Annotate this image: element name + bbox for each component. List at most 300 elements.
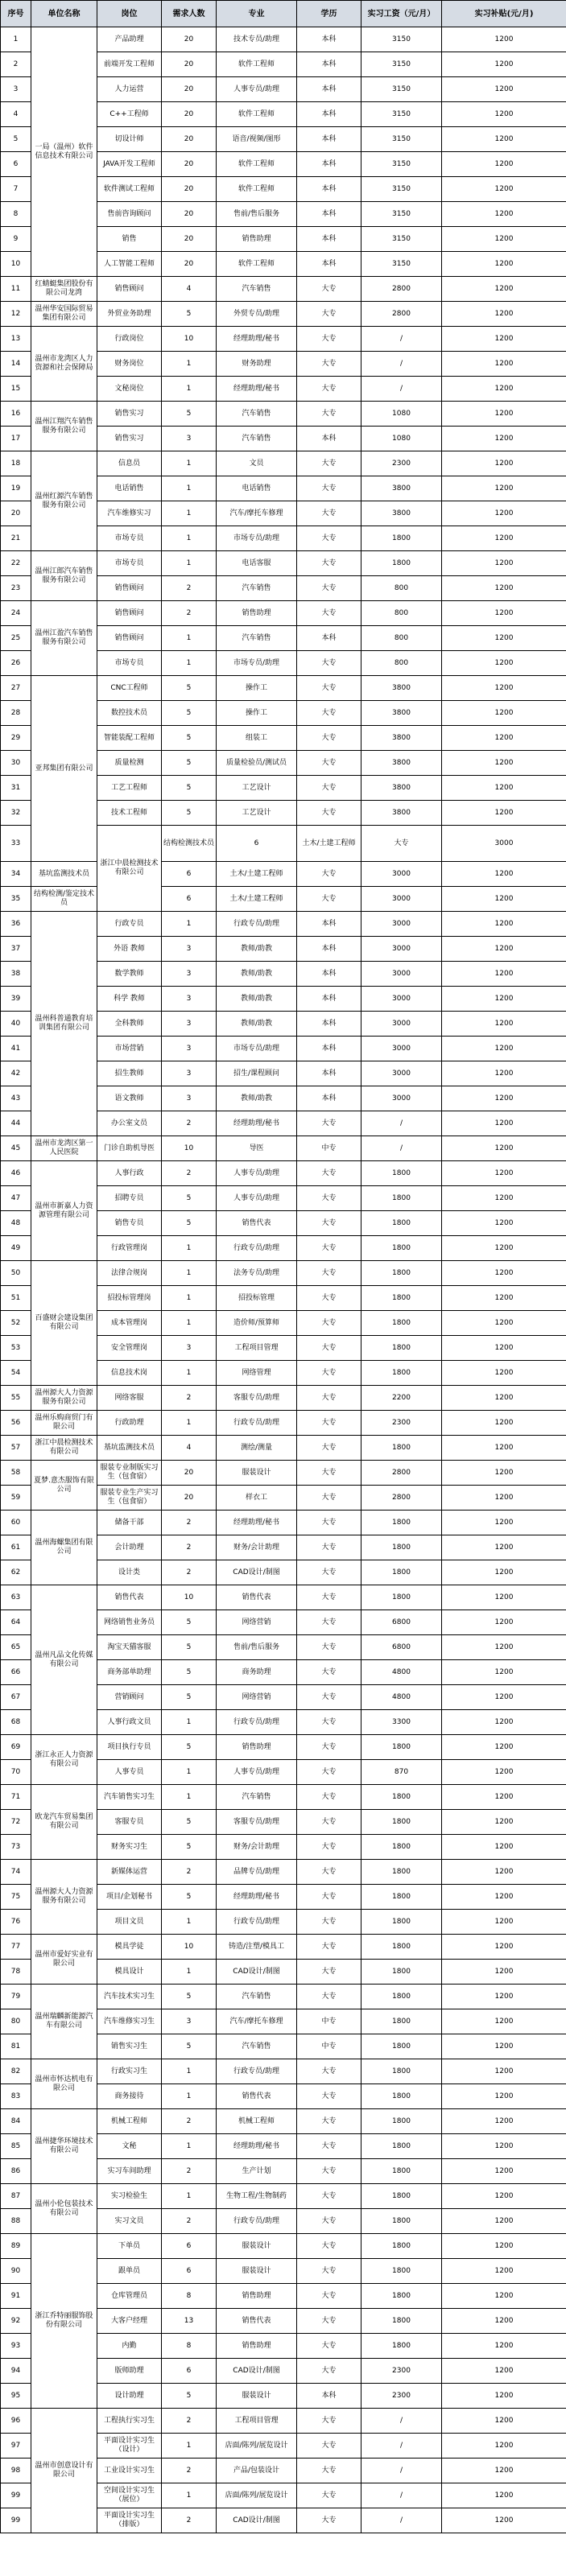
cell-major: 人事专员/助理 bbox=[217, 1760, 297, 1785]
cell-position: 销售顾问 bbox=[97, 277, 162, 302]
cell-no: 50 bbox=[1, 1261, 31, 1286]
cell-count: 5 bbox=[162, 2034, 217, 2059]
cell-subsidy: 1200 bbox=[442, 1985, 566, 2009]
cell-position: 办公室文员 bbox=[97, 1111, 162, 1136]
cell-position: 销售实习生 bbox=[97, 2034, 162, 2059]
cell-education: 大专 bbox=[297, 1885, 361, 1910]
cell-major: 经理助理/秘书 bbox=[217, 327, 297, 352]
header-subsidy: 实习补贴(元/月) bbox=[442, 1, 566, 27]
cell-major: 客服专员/助理 bbox=[217, 1810, 297, 1835]
header-company: 单位名称 bbox=[31, 1, 97, 27]
cell-subsidy: 1200 bbox=[442, 2009, 566, 2034]
cell-subsidy: 1200 bbox=[442, 1535, 566, 1560]
cell-subsidy: 1200 bbox=[442, 352, 566, 377]
cell-subsidy: 1200 bbox=[442, 227, 566, 252]
cell-wage: 1800 bbox=[361, 1935, 442, 1960]
cell-education: 大专 bbox=[297, 1486, 361, 1511]
cell-no: 92 bbox=[1, 2309, 31, 2334]
cell-wage: 3150 bbox=[361, 227, 442, 252]
cell-education: 大专 bbox=[297, 1610, 361, 1635]
table-row bbox=[1, 1785, 566, 1810]
cell-no: 17 bbox=[1, 427, 31, 451]
cell-company: 温州捷华环境技术有限公司 bbox=[31, 2109, 97, 2184]
cell-no: 70 bbox=[1, 1760, 31, 1785]
cell-no: 91 bbox=[1, 2284, 31, 2309]
cell-wage: 1800 bbox=[361, 1910, 442, 1935]
cell-major: 品牌专员/助理 bbox=[217, 1860, 297, 1885]
cell-no: 30 bbox=[1, 751, 31, 776]
cell-major: 销售代表 bbox=[217, 1211, 297, 1236]
cell-education: 本科 bbox=[297, 912, 361, 937]
cell-position: 网络客服 bbox=[97, 1386, 162, 1411]
cell-education: 大专 bbox=[297, 1535, 361, 1560]
cell-wage: 6800 bbox=[361, 1610, 442, 1635]
cell-wage: 1800 bbox=[361, 1336, 442, 1361]
cell-wage: 1800 bbox=[361, 2059, 442, 2084]
cell-no: 43 bbox=[1, 1086, 31, 1111]
cell-major: 工艺设计 bbox=[217, 801, 297, 826]
cell-subsidy: 1200 bbox=[442, 751, 566, 776]
cell-wage: 800 bbox=[361, 601, 442, 626]
cell-no: 52 bbox=[1, 1311, 31, 1336]
cell-no: 6 bbox=[1, 152, 31, 177]
cell-education: 大专 bbox=[297, 1785, 361, 1810]
cell-subsidy: 1200 bbox=[442, 937, 566, 962]
cell-education: 大专 bbox=[297, 1660, 361, 1685]
cell-count: 20 bbox=[162, 1461, 217, 1486]
cell-major: 销售代表 bbox=[217, 2309, 297, 2334]
cell-position: 质量检测 bbox=[97, 751, 162, 776]
cell-company: 亚邦集团有限公司 bbox=[31, 676, 97, 862]
cell-company: 浙江中晨检测技术有限公司 bbox=[31, 1436, 97, 1461]
cell-wage: 3150 bbox=[361, 202, 442, 227]
cell-major: 法务专员/助理 bbox=[217, 1261, 297, 1286]
cell-education: 本科 bbox=[297, 152, 361, 177]
cell-education: 本科 bbox=[297, 177, 361, 202]
cell-count: 1 bbox=[162, 1411, 217, 1436]
cell-major: 造价师/预算师 bbox=[217, 1311, 297, 1336]
cell-position: JAVA开发工程师 bbox=[97, 152, 162, 177]
cell-count: 3 bbox=[162, 1086, 217, 1111]
cell-major: 经理助理/秘书 bbox=[217, 1511, 297, 1535]
cell-major: 经理助理/秘书 bbox=[217, 2134, 297, 2159]
cell-position: 汽车维修实习 bbox=[97, 501, 162, 526]
cell-count: 5 bbox=[162, 1885, 217, 1910]
cell-education: 大专 bbox=[297, 526, 361, 551]
cell-position: 产品助理 bbox=[97, 27, 162, 52]
cell-subsidy: 1200 bbox=[442, 1885, 566, 1910]
cell-no: 89 bbox=[1, 2234, 31, 2259]
cell-major: 财务/会计助理 bbox=[217, 1835, 297, 1860]
cell-count: 20 bbox=[162, 52, 217, 77]
cell-wage: 4800 bbox=[361, 1660, 442, 1685]
cell-company: 浙江中晨检测技术有限公司 bbox=[97, 826, 162, 912]
cell-wage: 870 bbox=[361, 1760, 442, 1785]
cell-wage: 3000 bbox=[361, 1086, 442, 1111]
cell-no: 63 bbox=[1, 1585, 31, 1610]
cell-wage: 3800 bbox=[361, 501, 442, 526]
cell-subsidy: 1200 bbox=[442, 1386, 566, 1411]
cell-education: 大专 bbox=[297, 801, 361, 826]
cell-major: 行政专员/助理 bbox=[217, 1710, 297, 1735]
header-education: 学历 bbox=[297, 1, 361, 27]
cell-no: 27 bbox=[1, 676, 31, 701]
cell-count: 3 bbox=[162, 1061, 217, 1086]
cell-major: 汽车销售 bbox=[217, 402, 297, 427]
cell-major: 经理助理/秘书 bbox=[217, 377, 297, 402]
cell-education: 本科 bbox=[297, 252, 361, 277]
cell-count: 6 bbox=[162, 862, 217, 887]
cell-position: 人事行政 bbox=[97, 1161, 162, 1186]
cell-major: 工艺设计 bbox=[217, 776, 297, 801]
cell-count: 20 bbox=[162, 1486, 217, 1511]
cell-education: 大专 bbox=[297, 1311, 361, 1336]
cell-position: 行政岗位 bbox=[97, 327, 162, 352]
cell-major: 人事专员/助理 bbox=[217, 1186, 297, 1211]
cell-position: 销售实习 bbox=[97, 402, 162, 427]
cell-subsidy: 1200 bbox=[442, 626, 566, 651]
cell-no: 8 bbox=[1, 202, 31, 227]
cell-wage: 1800 bbox=[361, 1860, 442, 1885]
cell-count: 10 bbox=[162, 1935, 217, 1960]
cell-subsidy: 1200 bbox=[442, 651, 566, 676]
cell-wage: / bbox=[361, 2434, 442, 2459]
cell-education: 大专 bbox=[297, 1111, 361, 1136]
cell-wage: 1800 bbox=[361, 1835, 442, 1860]
cell-wage: 1800 bbox=[361, 526, 442, 551]
cell-no: 71 bbox=[1, 1785, 31, 1810]
cell-company: 一局（温州）软件信息技术有限公司 bbox=[31, 27, 97, 277]
cell-position: 法律合规岗 bbox=[97, 1261, 162, 1286]
cell-company: 温州市爱好实业有限公司 bbox=[31, 1935, 97, 1985]
cell-no: 74 bbox=[1, 1860, 31, 1885]
cell-subsidy: 1200 bbox=[442, 377, 566, 402]
cell-wage: 1800 bbox=[361, 1885, 442, 1910]
cell-count: 20 bbox=[162, 177, 217, 202]
cell-major: 经理助理/秘书 bbox=[217, 1885, 297, 1910]
cell-subsidy: 1200 bbox=[442, 2109, 566, 2134]
cell-subsidy: 1200 bbox=[442, 526, 566, 551]
cell-subsidy: 1200 bbox=[442, 1685, 566, 1710]
table-row bbox=[1, 1735, 566, 1760]
cell-count: 5 bbox=[162, 701, 217, 726]
cell-subsidy: 1200 bbox=[442, 1910, 566, 1935]
cell-count: 4 bbox=[162, 277, 217, 302]
table-row bbox=[1, 27, 566, 52]
table-row bbox=[1, 1511, 566, 1535]
cell-no: 16 bbox=[1, 402, 31, 427]
cell-major: 销售助理 bbox=[217, 2334, 297, 2359]
cell-count: 3 bbox=[162, 1012, 217, 1037]
cell-no: 93 bbox=[1, 2334, 31, 2359]
cell-position: 智能装配工程师 bbox=[97, 726, 162, 751]
cell-wage: 1800 bbox=[361, 1985, 442, 2009]
cell-company: 浙江乔特丽服饰股份有限公司 bbox=[31, 2234, 97, 2409]
table-row bbox=[1, 1386, 566, 1411]
table-row bbox=[1, 1935, 566, 1960]
cell-education: 大专 bbox=[297, 2409, 361, 2434]
cell-subsidy: 1200 bbox=[442, 77, 566, 102]
cell-no: 57 bbox=[1, 1436, 31, 1461]
cell-count: 2 bbox=[162, 1161, 217, 1186]
table-row bbox=[1, 402, 566, 427]
table-row bbox=[1, 1461, 566, 1486]
cell-count: 1 bbox=[162, 1760, 217, 1785]
cell-position: C++工程师 bbox=[97, 102, 162, 127]
cell-position: 基坑监测技术员 bbox=[97, 1436, 162, 1461]
cell-count: 1 bbox=[162, 2084, 217, 2109]
cell-major: 销售助理 bbox=[217, 1735, 297, 1760]
cell-wage: 3150 bbox=[361, 252, 442, 277]
cell-education: 本科 bbox=[297, 1012, 361, 1037]
cell-position: 仓库管理员 bbox=[97, 2284, 162, 2309]
cell-position: 商务接待 bbox=[97, 2084, 162, 2109]
cell-wage: 1800 bbox=[361, 2209, 442, 2234]
cell-position: 行政管理岗 bbox=[97, 1236, 162, 1261]
cell-position: 平面设计实习生（设计） bbox=[97, 2434, 162, 2459]
cell-position: 财务岗位 bbox=[97, 352, 162, 377]
cell-no: 40 bbox=[1, 1012, 31, 1037]
cell-education: 大专 bbox=[297, 751, 361, 776]
cell-wage: / bbox=[361, 1136, 442, 1161]
cell-education: 大专 bbox=[297, 2459, 361, 2483]
cell-count: 1 bbox=[162, 1236, 217, 1261]
cell-position: 实习文员 bbox=[97, 2209, 162, 2234]
cell-position: 行政专员 bbox=[97, 912, 162, 937]
cell-count: 5 bbox=[162, 1685, 217, 1710]
cell-count: 2 bbox=[162, 2109, 217, 2134]
cell-company: 温州源大人力资源服务有限公司 bbox=[31, 1386, 97, 1411]
cell-subsidy: 1200 bbox=[442, 2384, 566, 2409]
cell-no: 77 bbox=[1, 1935, 31, 1960]
table-row bbox=[1, 2109, 566, 2134]
cell-count: 3 bbox=[162, 2009, 217, 2034]
cell-position: 市场专员 bbox=[97, 551, 162, 576]
cell-position: 销售顾问 bbox=[97, 626, 162, 651]
cell-wage: 1800 bbox=[361, 2259, 442, 2284]
cell-company: 夏梦.意杰服饰有限公司 bbox=[31, 1461, 97, 1511]
cell-position: 空间设计实习生（展位） bbox=[97, 2483, 162, 2508]
cell-count: 6 bbox=[217, 826, 297, 862]
cell-company: 温州江郎汽车销售服务有限公司 bbox=[31, 551, 97, 601]
cell-wage: 1800 bbox=[361, 1211, 442, 1236]
cell-count: 1 bbox=[162, 2134, 217, 2159]
cell-no: 34 bbox=[1, 862, 31, 887]
cell-position: 成本管理岗 bbox=[97, 1311, 162, 1336]
cell-count: 5 bbox=[162, 1810, 217, 1835]
header-row bbox=[1, 1, 566, 27]
cell-education: 本科 bbox=[297, 1086, 361, 1111]
cell-count: 5 bbox=[162, 726, 217, 751]
cell-position: 数控技术员 bbox=[97, 701, 162, 726]
cell-count: 2 bbox=[162, 1386, 217, 1411]
cell-major: 销售助理 bbox=[217, 601, 297, 626]
cell-major: 工程项目管理 bbox=[217, 2409, 297, 2434]
cell-wage: / bbox=[361, 327, 442, 352]
cell-position: CNC工程师 bbox=[97, 676, 162, 701]
cell-education: 大专 bbox=[297, 277, 361, 302]
table-row bbox=[1, 676, 566, 701]
cell-count: 1 bbox=[162, 2483, 217, 2508]
cell-subsidy: 1200 bbox=[442, 302, 566, 327]
cell-major: 网络管理 bbox=[217, 1361, 297, 1386]
cell-education: 大专 bbox=[297, 1161, 361, 1186]
cell-no: 79 bbox=[1, 1985, 31, 2009]
cell-wage: 3150 bbox=[361, 102, 442, 127]
cell-major: 机械工程师 bbox=[217, 2109, 297, 2134]
cell-major: 软件工程师 bbox=[217, 177, 297, 202]
cell-count: 2 bbox=[162, 2459, 217, 2483]
cell-count: 3 bbox=[162, 962, 217, 987]
cell-subsidy: 1200 bbox=[442, 2259, 566, 2284]
cell-subsidy: 1200 bbox=[442, 701, 566, 726]
cell-major: 行政专员/助理 bbox=[217, 1910, 297, 1935]
cell-major: 客服专员/助理 bbox=[217, 1386, 297, 1411]
cell-wage: 3000 bbox=[361, 912, 442, 937]
cell-count: 3 bbox=[162, 1037, 217, 1061]
cell-no: 37 bbox=[1, 937, 31, 962]
cell-wage: 1800 bbox=[361, 1186, 442, 1211]
cell-no: 18 bbox=[1, 451, 31, 476]
cell-subsidy: 1200 bbox=[442, 676, 566, 701]
cell-position: 市场营销 bbox=[97, 1037, 162, 1061]
cell-major: 人事专员/助理 bbox=[217, 1161, 297, 1186]
cell-count: 2 bbox=[162, 601, 217, 626]
cell-education: 大专 bbox=[297, 476, 361, 501]
cell-subsidy: 1200 bbox=[442, 1860, 566, 1885]
cell-wage: 3800 bbox=[361, 751, 442, 776]
cell-position: 营销顾问 bbox=[97, 1685, 162, 1710]
cell-major: 汽车销售 bbox=[217, 626, 297, 651]
cell-education: 大专 bbox=[297, 1261, 361, 1286]
cell-wage: 1800 bbox=[361, 1810, 442, 1835]
cell-major: 电话销售 bbox=[217, 476, 297, 501]
cell-count: 2 bbox=[162, 1111, 217, 1136]
table-row bbox=[1, 327, 566, 352]
cell-major: 语音/视频/图形 bbox=[217, 127, 297, 152]
cell-subsidy: 1200 bbox=[442, 2334, 566, 2359]
cell-count: 1 bbox=[162, 626, 217, 651]
cell-position: 平面设计实习生（排版） bbox=[97, 2508, 162, 2533]
cell-position: 服装专业制版实习生（包食宿） bbox=[97, 1461, 162, 1486]
cell-subsidy: 1200 bbox=[442, 2234, 566, 2259]
cell-position: 门诊自助机导医 bbox=[97, 1136, 162, 1161]
cell-major: 招生/课程顾问 bbox=[217, 1061, 297, 1086]
cell-subsidy: 1200 bbox=[442, 801, 566, 826]
cell-subsidy: 1200 bbox=[442, 1660, 566, 1685]
cell-count: 5 bbox=[162, 1635, 217, 1660]
cell-subsidy: 1200 bbox=[442, 277, 566, 302]
cell-education: 本科 bbox=[297, 127, 361, 152]
cell-position: 网络销售业务员 bbox=[97, 1610, 162, 1635]
cell-position: 服装专业生产实习生（包食宿） bbox=[97, 1486, 162, 1511]
cell-no: 14 bbox=[1, 352, 31, 377]
cell-subsidy: 1200 bbox=[442, 862, 566, 887]
cell-education: 大专 bbox=[297, 2359, 361, 2384]
cell-no: 95 bbox=[1, 2384, 31, 2409]
cell-major: 教师/助教 bbox=[217, 962, 297, 987]
cell-subsidy: 1200 bbox=[442, 252, 566, 277]
cell-education: 本科 bbox=[297, 227, 361, 252]
cell-position: 信息员 bbox=[97, 451, 162, 476]
cell-count: 20 bbox=[162, 27, 217, 52]
cell-education: 大专 bbox=[297, 1585, 361, 1610]
cell-count: 3 bbox=[162, 937, 217, 962]
cell-education: 大专 bbox=[297, 2084, 361, 2109]
cell-wage: 3000 bbox=[361, 1037, 442, 1061]
cell-position: 版师助理 bbox=[97, 2359, 162, 2384]
cell-position: 售前咨询顾问 bbox=[97, 202, 162, 227]
cell-no: 47 bbox=[1, 1186, 31, 1211]
cell-major: 铸造/注塑/模具工 bbox=[217, 1935, 297, 1960]
cell-position: 文秘岗位 bbox=[97, 377, 162, 402]
cell-company: 温州红源汽车销售服务有限公司 bbox=[31, 451, 97, 551]
cell-subsidy: 1200 bbox=[442, 2409, 566, 2434]
cell-education: 大专 bbox=[297, 1361, 361, 1386]
cell-subsidy: 1200 bbox=[442, 551, 566, 576]
cell-position: 商务部单助理 bbox=[97, 1660, 162, 1685]
cell-count: 1 bbox=[162, 912, 217, 937]
cell-subsidy: 1200 bbox=[442, 2434, 566, 2459]
cell-no: 22 bbox=[1, 551, 31, 576]
cell-major: 汽车销售 bbox=[217, 277, 297, 302]
cell-no: 1 bbox=[1, 27, 31, 52]
cell-position: 实习检验生 bbox=[97, 2184, 162, 2209]
cell-education: 大专 bbox=[297, 2259, 361, 2284]
cell-position: 人工智能工程师 bbox=[97, 252, 162, 277]
cell-subsidy: 1200 bbox=[442, 2483, 566, 2508]
cell-company: 温州江盈汽车销售服务有限公司 bbox=[31, 601, 97, 676]
cell-wage: 1800 bbox=[361, 2234, 442, 2259]
cell-count: 5 bbox=[162, 402, 217, 427]
cell-no: 61 bbox=[1, 1535, 31, 1560]
cell-wage: 800 bbox=[361, 651, 442, 676]
header-count: 需求人数 bbox=[162, 1, 217, 27]
cell-no: 75 bbox=[1, 1885, 31, 1910]
cell-company: 温州乐购商贸门有限公司 bbox=[31, 1411, 97, 1436]
cell-education: 大专 bbox=[297, 1461, 361, 1486]
cell-no: 72 bbox=[1, 1810, 31, 1835]
cell-company: 温州科普通教育培训集团有限公司 bbox=[31, 912, 97, 1136]
cell-education: 大专 bbox=[297, 1186, 361, 1211]
cell-subsidy: 1200 bbox=[442, 501, 566, 526]
cell-subsidy: 1200 bbox=[442, 2034, 566, 2059]
cell-wage: 3000 bbox=[361, 987, 442, 1012]
cell-education: 大专 bbox=[297, 2184, 361, 2209]
header-no: 序号 bbox=[1, 1, 31, 27]
cell-education: 大专 bbox=[297, 2334, 361, 2359]
cell-no: 51 bbox=[1, 1286, 31, 1311]
cell-subsidy: 1200 bbox=[442, 1261, 566, 1286]
table-row bbox=[1, 2409, 566, 2434]
cell-position: 工业设计实习生 bbox=[97, 2459, 162, 2483]
cell-count: 5 bbox=[162, 751, 217, 776]
cell-count: 1 bbox=[162, 352, 217, 377]
cell-company: 温州市新嘉人力资源管理有限公司 bbox=[31, 1161, 97, 1261]
cell-no: 78 bbox=[1, 1960, 31, 1985]
cell-education: 中专 bbox=[297, 2034, 361, 2059]
cell-wage: 2300 bbox=[361, 2359, 442, 2384]
cell-major: 土木/土建工程师 bbox=[297, 826, 361, 862]
cell-education: 大专 bbox=[297, 1685, 361, 1710]
cell-count: 3 bbox=[162, 987, 217, 1012]
cell-no: 44 bbox=[1, 1111, 31, 1136]
cell-education: 本科 bbox=[297, 27, 361, 52]
cell-no: 82 bbox=[1, 2059, 31, 2084]
cell-subsidy: 1200 bbox=[442, 1760, 566, 1785]
cell-position: 销售实习 bbox=[97, 427, 162, 451]
cell-count: 4 bbox=[162, 1436, 217, 1461]
